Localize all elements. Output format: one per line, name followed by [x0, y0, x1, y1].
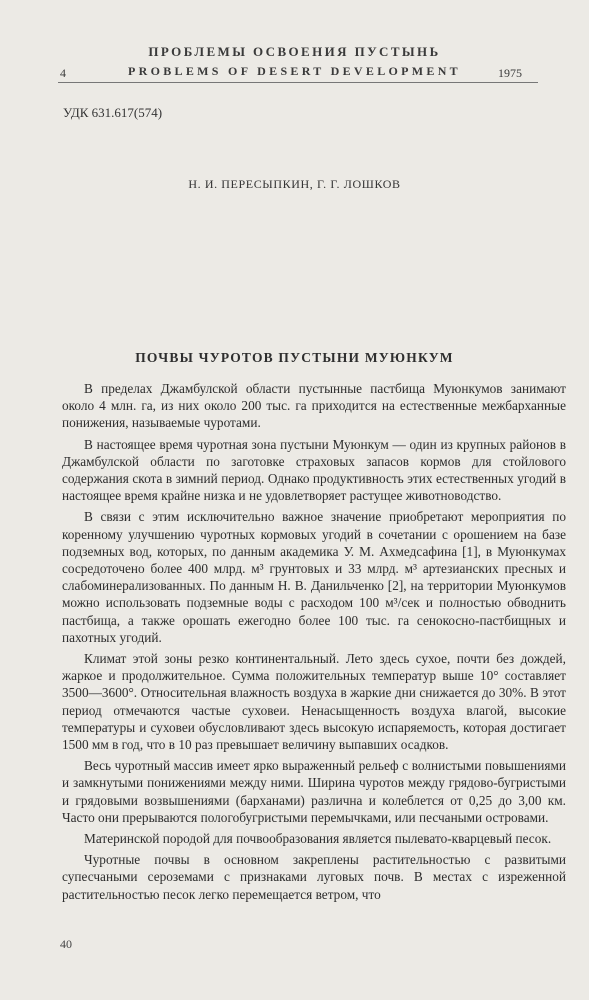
- issue-number: 4: [60, 66, 66, 80]
- udk-code: УДК 631.617(574): [63, 105, 163, 120]
- header-rule: [58, 82, 538, 83]
- issue-year: 1975: [498, 66, 522, 80]
- paragraph: Материнской породой для почвообразования является пылевато-кварцевый песок.: [84, 831, 552, 847]
- article-title: ПОЧВЫ ЧУРОТОВ ПУСТЫНИ МУЮНКУМ: [135, 350, 454, 365]
- paragraph: Весь чуротный массив имеет ярко выраженный рельеф с волнистыми повышениями и замкнутыми понижениями между ними. Ширина чуротов между грядово-бугристыми и грядовыми возвышениями (барханами) различна и колеблется от 0,25 до 3,00 км. Часто они прерываются пологобугристыми перемычками, или песчаными островами.: [62, 758, 566, 825]
- paragraph: В настоящее время чуротная зона пустыни Муюнкум — один из крупных районов в Джамбулской области по заготовке страховых запасов кормов для стойлового содержания скота в зимний период. Однако продуктивность этих естественных угодий в настоящее время крайне низка и не удовлетворяет растущее животноводство.: [62, 436, 566, 504]
- journal-title-en: PROBLEMS OF DESERT DEVELOPMENT: [128, 64, 461, 78]
- journal-title-ru: ПРОБЛЕМЫ ОСВОЕНИЯ ПУСТЫНЬ: [148, 44, 441, 59]
- paragraph: В пределах Джамбулской области пустынные пастбища Муюнкумов занимают около 4 млн. га, из них около 200 тыс. га приходится на естественные межбарханные понижения, называемые чуротами.: [62, 381, 566, 431]
- paragraph: Чуротные почвы в основном закреплены растительностью с развитыми супесчаными сероземами с признаками луговых почв. В местах с изреженной растительностью песок легко перемещается ветром, что: [62, 852, 566, 902]
- article-body: [62, 380, 566, 907]
- page-number: 40: [60, 937, 72, 951]
- paragraph: Климат этой зоны резко континентальный. Лето здесь сухое, почти без дождей, жаркое и продолжительное. Сумма положительных температур выше 10° составляет 3500—3600°. Относительная влажность воздуха в жаркие дни снижается до 30%. В этот период отмечаются частые суховеи. Ненасыщенность воздуха влагой, высокие температуры и суховеи обусловливают здесь высокую испаряемость, которая достигает 1500 мм в год, что в 10 раз превышает величину выпавших осадков.: [62, 651, 566, 753]
- paragraph: В связи с этим исключительно важное значение приобретают мероприятия по коренному улучшению чуротных кормовых угодий в сочетании с орошением на базе подземных вод, которых, по данным академика У. М. Ахмедсафина [1], в Муюнкумах сосредоточено более 400 млрд. м³ грунтовых и 33 млрд. м³ артезианских пресных и слабоминерализованных. По данным Н. В. Данильченко [2], на территории Муюнкумов можно использовать подземные воды с расходом 100 м³/сек и полностью обводнить пастбища, а также орошать ежегодно более 100 тыс. га сенокосно-пастбищных и пахотных угодий.: [62, 509, 566, 645]
- article-authors: Н. И. ПЕРЕСЫПКИН, Г. Г. ЛОШКОВ: [188, 177, 401, 191]
